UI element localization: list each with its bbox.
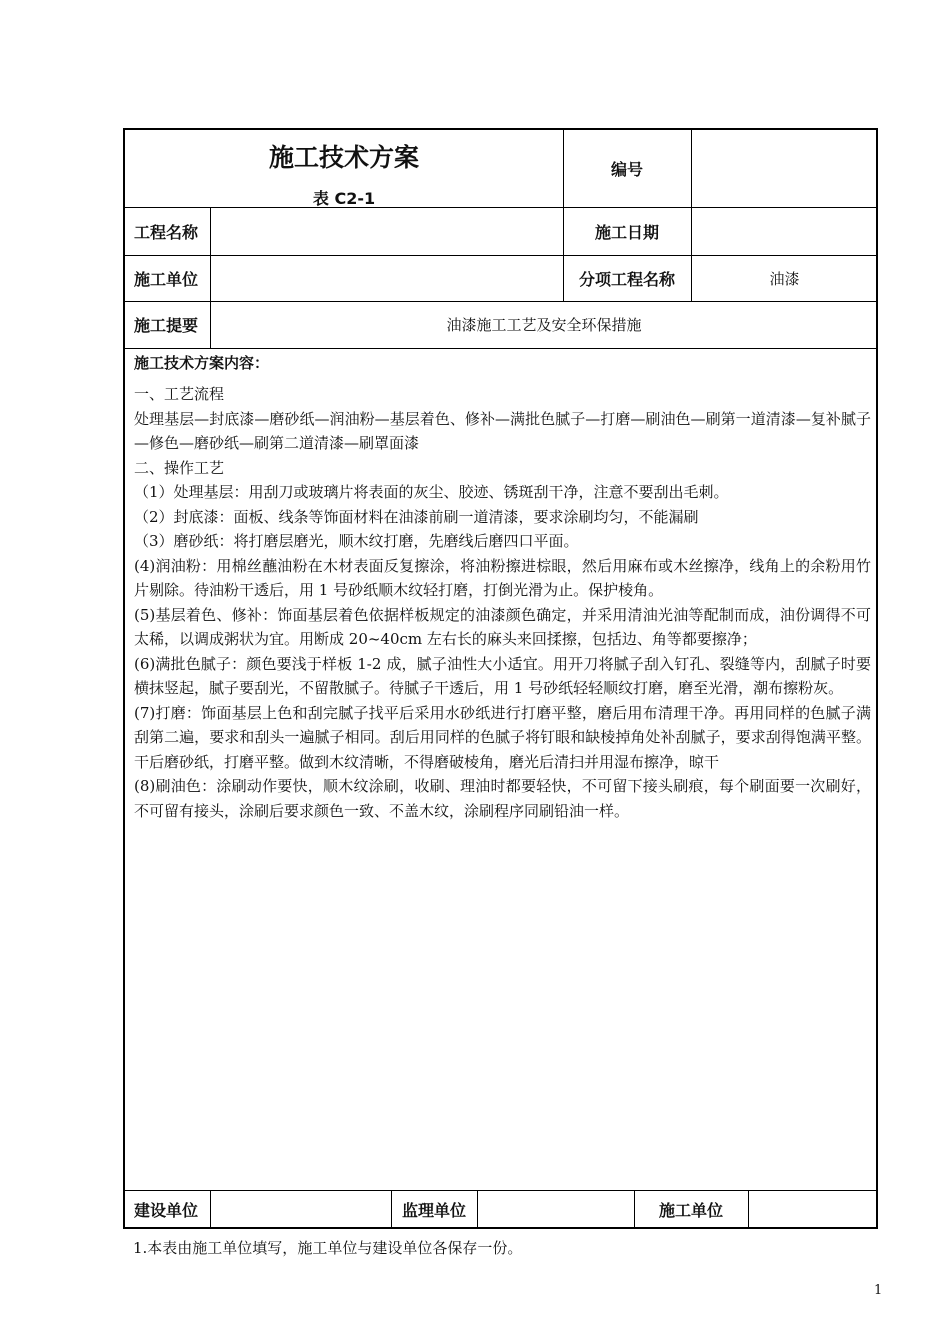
contractor-value[interactable] bbox=[210, 255, 563, 301]
number-value[interactable] bbox=[691, 130, 878, 207]
content-paragraph: （1）处理基层：用刮刀或玻璃片将表面的灰尘、胶迹、锈斑刮干净，注意不要刮出毛刺。 bbox=[134, 483, 729, 501]
owner-unit-value[interactable] bbox=[210, 1190, 391, 1229]
content-body bbox=[134, 382, 871, 823]
content-heading: 施工技术方案内容： bbox=[134, 354, 270, 372]
summary-label: 施工提要 bbox=[134, 316, 199, 335]
content-paragraph: （3）磨砂纸：将打磨层磨光，顺木纹打磨，先磨线后磨四口平面。 bbox=[134, 532, 579, 550]
content-paragraph: (8)刷油色：涂刷动作要快，顺木纹涂刷，收刷、理油时都要轻快，不可留下接头刷痕，每个刷面要一次刷好，不可留有接头，涂刷后要求颜色一致、不盖木纹，涂刷程序同刷铅油一样。 bbox=[134, 777, 871, 820]
construction-date-value[interactable] bbox=[691, 207, 878, 255]
footnote: 1.本表由施工单位填写，施工单位与建设单位各保存一份。 bbox=[133, 1239, 523, 1257]
number-label: 编号 bbox=[610, 160, 643, 179]
project-name-value[interactable] bbox=[210, 207, 563, 255]
supervisor-unit-label: 监理单位 bbox=[401, 1201, 466, 1220]
contractor-label: 施工单位 bbox=[134, 269, 199, 289]
signature-contractor-value[interactable] bbox=[748, 1190, 878, 1229]
row-divider bbox=[125, 348, 876, 349]
content-paragraph: (4)润油粉：用棉丝蘸油粉在木材表面反复擦涂，将油粉擦进棕眼，然后用麻布或木丝擦净，线角上的余粉用竹片剔除。待油粉干透后，用 1 号砂纸顺木纹轻打磨，打倒光滑为止。保护棱角。 bbox=[134, 556, 871, 599]
content-paragraph: (5)基层着色、修补：饰面基层着色依据样板规定的油漆颜色确定，并采用清油光油等配制而成，油份调得不可太稀，以调成粥状为宜。用断成 20~40cm 左右长的麻头来回揉擦，包括边、角等都要擦净； bbox=[134, 605, 871, 648]
page-number: 1 bbox=[874, 1283, 883, 1298]
content-paragraph: （2）封底漆：面板、线条等饰面材料在油漆前刷一道清漆，要求涂刷均匀，不能漏刷 bbox=[134, 507, 699, 526]
summary-value[interactable]: 油漆施工工艺及安全环保措施 bbox=[446, 316, 642, 334]
content-paragraph: 一、工艺流程 bbox=[134, 385, 225, 403]
form-code: 表 C2-1 bbox=[312, 189, 376, 208]
signature-contractor-label: 施工单位 bbox=[658, 1201, 723, 1220]
project-name-label: 工程名称 bbox=[134, 222, 199, 242]
sub-project-value[interactable]: 油漆 bbox=[769, 269, 800, 288]
owner-unit-label: 建设单位 bbox=[134, 1201, 199, 1220]
content-paragraph: 二、操作工艺 bbox=[134, 458, 225, 477]
sub-project-label: 分项工程名称 bbox=[578, 269, 675, 289]
construction-date-label: 施工日期 bbox=[594, 222, 659, 242]
supervisor-unit-value[interactable] bbox=[477, 1190, 634, 1229]
construction-plan-form bbox=[123, 128, 878, 1229]
content-paragraph: 处理基层—封底漆—磨砂纸—润油粉—基层着色、修补—满批色腻子—打磨—刷油色—刷第一道清漆—复补腻子—修色—磨砂纸—刷第二道清漆—刷罩面漆 bbox=[134, 409, 871, 452]
content-paragraph: (7)打磨：饰面基层上色和刮完腻子找平后采用水砂纸进行打磨平整，磨后用布清理干净。再用同样的色腻子满刮第二遍，要求和刮头一遍腻子相同。刮后用同样的色腻子将钉眼和缺棱掉角处补刮腻子，要求刮得饱满平整。干后磨砂纸，打磨平整。做到木纹清晰，不得磨破棱角，磨光后清扫并用湿布擦净，晾干 bbox=[134, 703, 871, 771]
form-title: 施工技术方案 bbox=[268, 143, 419, 172]
content-paragraph: (6)满批色腻子：颜色要浅于样板 1-2 成，腻子油性大小适宜。用开刀将腻子刮入钉孔、裂缝等内，刮腻子时要横抹竖起，腻子要刮光，不留散腻子。待腻子干透后，用 1 号砂纸轻轻顺纹打磨，磨至光滑，潮布擦粉灰。 bbox=[134, 654, 871, 697]
